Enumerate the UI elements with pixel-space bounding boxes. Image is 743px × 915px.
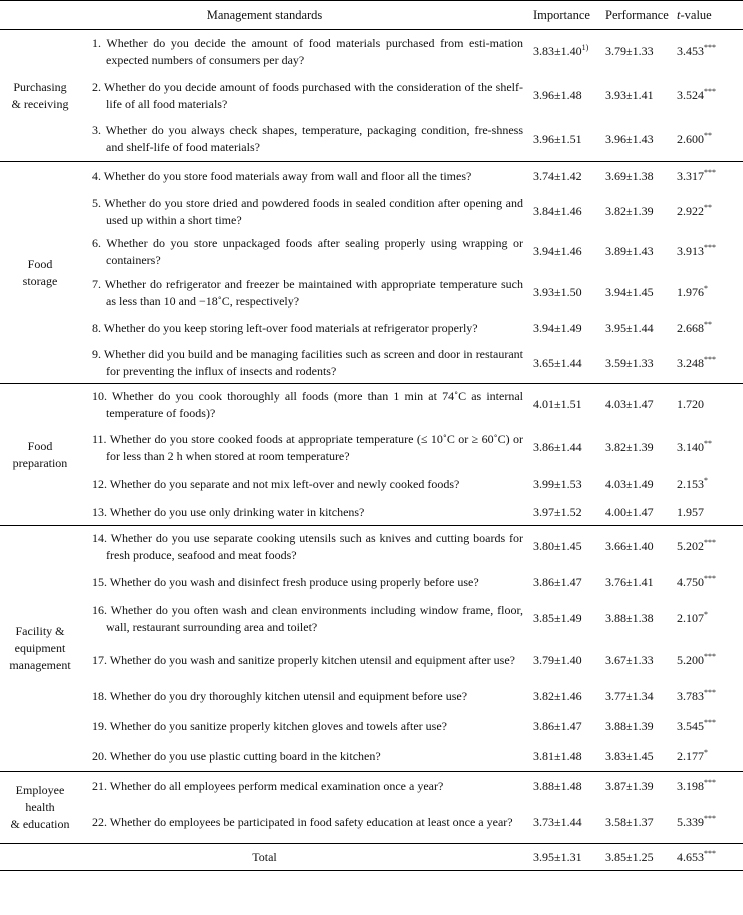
- header-t-value: [673, 1, 743, 30]
- header-performance: Performance: [601, 1, 673, 30]
- question-text: [80, 500, 529, 526]
- importance-value: 3.99±1.53: [533, 477, 582, 491]
- importance-value: 3.80±1.45: [533, 539, 582, 554]
- header-t-value-rest: -value: [680, 7, 712, 22]
- t-value-cell: [673, 682, 743, 712]
- t-value-cell: [673, 742, 743, 772]
- importance-value: 3.84±1.46: [533, 204, 582, 218]
- question-content: 5. Whether do you store dried and powdered foods in sealed condition after opening and used up within a short time?: [92, 195, 523, 227]
- total-t-value: 4.653: [677, 849, 704, 864]
- significance-marker: *: [704, 284, 708, 293]
- t-value-cell: [673, 314, 743, 344]
- question-text: [80, 192, 529, 232]
- performance-value: 3.94±1.45: [605, 285, 654, 299]
- question-content: 8. Whether do you keep storing left-over food materials at refrigerator properly?: [92, 321, 478, 335]
- question-text: [80, 232, 529, 272]
- question-text: [80, 526, 529, 568]
- question-content: 9. Whether did you build and be managing facilities such as screen and door in restaurant for preventing the influx of insects and rodents?: [92, 347, 523, 379]
- question-text: [80, 272, 529, 314]
- question-text: [80, 162, 529, 192]
- table-row: [0, 712, 743, 742]
- significance-marker: ***: [704, 778, 716, 788]
- total-t-value-cell: [673, 844, 743, 871]
- t-value-cell: [673, 526, 743, 568]
- question-content: 19. Whether do you sanitize properly kitchen gloves and towels after use?: [92, 719, 448, 733]
- table-row: [0, 742, 743, 772]
- performance-value: 3.95±1.44: [605, 321, 654, 335]
- t-value: 2.107: [677, 611, 704, 625]
- header-t-value-t: t: [677, 7, 681, 22]
- significance-marker: ***: [704, 652, 716, 661]
- table-row: [0, 772, 743, 802]
- t-value-cell: [673, 30, 743, 74]
- importance-value: 3.79±1.40: [533, 653, 582, 667]
- t-value-cell: [673, 74, 743, 118]
- significance-marker: **: [704, 203, 712, 212]
- question-content: 21. Whether do all employees perform medical examination once a year?: [92, 779, 444, 794]
- performance-value: 3.93±1.41: [605, 88, 654, 102]
- table-row: [0, 568, 743, 598]
- importance-cell: [529, 640, 601, 682]
- performance-value: 4.00±1.47: [605, 504, 654, 519]
- question-text: [80, 640, 529, 682]
- question-text: [80, 30, 529, 74]
- question-content: 4. Whether do you store food materials away from wall and floor all the times?: [92, 169, 472, 184]
- t-value-cell: [673, 802, 743, 844]
- importance-value: 3.86±1.47: [533, 575, 582, 589]
- t-value: 4.750: [677, 575, 704, 589]
- performance-value: 4.03±1.47: [601, 384, 673, 426]
- significance-marker: **: [704, 320, 712, 329]
- total-row: [0, 844, 743, 871]
- question-content: 2. Whether do you decide amount of foods purchased with the consideration of the shelf-life of all food materials?: [92, 79, 523, 111]
- performance-value: 3.76±1.41: [605, 575, 654, 589]
- significance-marker: ***: [704, 243, 716, 252]
- question-text: [80, 314, 529, 344]
- importance-cell: [529, 598, 601, 640]
- importance-value: 3.94±1.49: [533, 321, 582, 335]
- importance-cell: [529, 802, 601, 844]
- table-row: [0, 74, 743, 118]
- importance-cell: [529, 232, 601, 272]
- performance-value: 3.77±1.34: [605, 689, 654, 703]
- t-value-cell: [673, 344, 743, 384]
- importance-cell: [529, 742, 601, 772]
- question-content: 14. Whether do you use separate cooking utensils such as knives and cutting boards for fresh produce, seafood and meat foods?: [92, 530, 523, 562]
- category-label: [0, 30, 80, 162]
- category-line: & receiving: [11, 96, 69, 111]
- importance-cell: [529, 118, 601, 162]
- category-line: Facility &: [15, 624, 65, 638]
- category-line: & education: [10, 817, 70, 831]
- t-value-cell: [673, 772, 743, 802]
- category-line: preparation: [12, 455, 68, 470]
- significance-marker: ***: [704, 813, 716, 823]
- question-text: [80, 344, 529, 384]
- performance-value: 3.82±1.39: [605, 204, 654, 218]
- question-text: [80, 384, 529, 426]
- t-value-cell: [673, 426, 743, 470]
- table-row: [0, 30, 743, 74]
- category-line: storage: [22, 273, 58, 288]
- significance-marker: ***: [704, 718, 716, 727]
- significance-marker: ***: [704, 354, 716, 364]
- t-value: 1.957: [677, 504, 704, 519]
- t-value: 3.913: [677, 244, 704, 258]
- t-value: 2.177: [677, 748, 704, 763]
- t-value-cell: [673, 470, 743, 500]
- question-text: [80, 682, 529, 712]
- category-label: [0, 162, 80, 384]
- question-text: [80, 74, 529, 118]
- category-line: Purchasing: [13, 79, 67, 94]
- question-content: 3. Whether do you always check shapes, temperature, packaging condition, fre-shness and shelf-life of food materials?: [92, 123, 523, 155]
- importance-cell: [529, 384, 601, 426]
- table-row: [0, 162, 743, 192]
- t-value: 3.783: [677, 689, 704, 703]
- t-value-cell: [673, 500, 743, 526]
- significance-marker: **: [704, 130, 712, 140]
- question-text: [80, 568, 529, 598]
- importance-value: 4.01±1.51: [533, 397, 582, 412]
- t-value-cell: [673, 568, 743, 598]
- t-value-cell: [673, 384, 743, 426]
- question-text: [80, 802, 529, 844]
- category-line: Food: [27, 256, 53, 271]
- performance-value: 3.87±1.39: [601, 772, 673, 802]
- performance-value: 3.58±1.37: [605, 814, 654, 829]
- importance-cell: [529, 30, 601, 74]
- significance-marker: ***: [704, 574, 716, 583]
- importance-value: 3.96±1.48: [533, 88, 582, 102]
- question-text: [80, 426, 529, 470]
- header-row: [0, 1, 743, 30]
- t-value: 1.720: [677, 397, 704, 412]
- importance-cell: [529, 526, 601, 568]
- question-content: 6. Whether do you store unpackaged foods after sealing properly using wrapping or containers?: [92, 235, 523, 267]
- total-importance: 3.95±1.31: [529, 844, 601, 871]
- importance-value: 3.85±1.49: [533, 611, 582, 625]
- importance-cell: [529, 314, 601, 344]
- performance-value: 3.88±1.38: [605, 611, 654, 625]
- importance-value: 3.74±1.42: [533, 169, 582, 184]
- performance-value: 3.88±1.39: [605, 719, 654, 733]
- question-content: 1. Whether do you decide the amount of food materials purchased from esti-mation expected numbers of consumers per day?: [92, 35, 523, 67]
- question-text: [80, 772, 529, 802]
- table-row: [0, 118, 743, 162]
- importance-cell: [529, 682, 601, 712]
- category-line: Food: [27, 438, 53, 453]
- importance-cell: [529, 192, 601, 232]
- question-content: 18. Whether do you dry thoroughly kitchen utensil and equipment before use?: [92, 689, 468, 703]
- question-text: [80, 118, 529, 162]
- importance-cell: [529, 772, 601, 802]
- question-content: 12. Whether do you separate and not mix left-over and newly cooked foods?: [92, 477, 460, 491]
- t-value: 5.202: [677, 539, 704, 554]
- table-row: [0, 426, 743, 470]
- table-row: [0, 344, 743, 384]
- importance-value: 3.86±1.47: [533, 719, 582, 733]
- t-value: 3.545: [677, 719, 704, 733]
- importance-value: 3.86±1.44: [533, 440, 582, 454]
- importance-value: 3.93±1.50: [533, 285, 582, 299]
- performance-value: 3.67±1.33: [605, 653, 654, 667]
- importance-value: 3.83±1.40: [533, 44, 582, 59]
- question-text: [80, 598, 529, 640]
- t-value-cell: [673, 598, 743, 640]
- t-value-cell: [673, 272, 743, 314]
- performance-value: 3.79±1.33: [601, 30, 673, 74]
- importance-cell: [529, 500, 601, 526]
- table-row: [0, 640, 743, 682]
- question-content: 13. Whether do you use only drinking water in kitchens?: [92, 504, 365, 519]
- significance-marker: ***: [704, 848, 716, 858]
- question-content: 22. Whether do employees be participated in food safety education at least once a year?: [92, 814, 513, 829]
- t-value: 3.140: [677, 440, 704, 454]
- t-value: 3.453: [677, 44, 704, 59]
- performance-value: 4.03±1.49: [605, 477, 654, 491]
- question-content: 16. Whether do you often wash and clean environments including window frame, floor, wall, restaurant surrounding area and toilet?: [92, 602, 523, 634]
- t-value: 2.600: [677, 131, 704, 146]
- category-line: health: [25, 800, 55, 814]
- header-importance: Importance: [529, 1, 601, 30]
- t-value: 2.153: [677, 477, 704, 491]
- significance-marker: *: [704, 476, 708, 485]
- significance-marker: ***: [704, 168, 716, 178]
- t-value: 5.339: [677, 814, 704, 829]
- importance-value: 3.96±1.51: [533, 131, 582, 146]
- significance-marker: ***: [704, 87, 716, 96]
- importance-value: 3.73±1.44: [533, 814, 582, 829]
- importance-value: 3.65±1.44: [533, 355, 582, 370]
- t-value: 3.317: [677, 169, 704, 184]
- table-row: [0, 470, 743, 500]
- importance-cell: [529, 74, 601, 118]
- significance-marker: ***: [704, 688, 716, 697]
- category-label: [0, 772, 80, 844]
- category-label: [0, 526, 80, 772]
- category-label: [0, 384, 80, 526]
- importance-value: 3.81±1.48: [533, 748, 582, 763]
- t-value: 2.922: [677, 204, 704, 218]
- header-standards: Management standards: [0, 1, 529, 30]
- table-row: [0, 272, 743, 314]
- performance-value: 3.96±1.43: [605, 131, 654, 146]
- table-row: [0, 384, 743, 426]
- table-row: [0, 682, 743, 712]
- performance-value: 3.69±1.38: [601, 162, 673, 192]
- t-value-cell: [673, 712, 743, 742]
- t-value: 3.524: [677, 88, 704, 102]
- category-line: management: [9, 658, 71, 672]
- question-content: 11. Whether do you store cooked foods at appropriate temperature (≤ 10˚C or ≥ 60˚C) or for less than 2 h when stored at room temperature?: [92, 431, 523, 463]
- performance-value: 3.83±1.45: [605, 748, 654, 763]
- t-value: 3.248: [677, 355, 704, 370]
- importance-cell: [529, 272, 601, 314]
- t-value-cell: [673, 162, 743, 192]
- table-row: [0, 500, 743, 526]
- table-row: [0, 802, 743, 844]
- t-value-cell: [673, 192, 743, 232]
- importance-cell: [529, 344, 601, 384]
- table-row: [0, 526, 743, 568]
- importance-value: 3.97±1.52: [533, 504, 582, 519]
- importance-cell: [529, 568, 601, 598]
- importance-cell: [529, 162, 601, 192]
- importance-value: 3.88±1.48: [533, 779, 582, 794]
- question-content: 10. Whether do you cook thoroughly all foods (more than 1 min at 74˚C as internal temperature of foods)?: [92, 388, 523, 420]
- significance-marker: **: [704, 439, 712, 448]
- question-text: [80, 742, 529, 772]
- table-row: [0, 598, 743, 640]
- question-text: [80, 470, 529, 500]
- question-content: 20. Whether do you use plastic cutting board in the kitchen?: [92, 748, 381, 763]
- performance-value: 3.82±1.39: [605, 440, 654, 454]
- significance-marker: *: [704, 610, 708, 619]
- t-value: 1.976: [677, 285, 704, 299]
- table-row: [0, 192, 743, 232]
- category-line: Employee: [15, 783, 65, 797]
- t-value: 5.200: [677, 653, 704, 667]
- t-value-cell: [673, 118, 743, 162]
- importance-cell: [529, 470, 601, 500]
- performance-value: 3.59±1.33: [605, 355, 654, 370]
- significance-marker: ***: [704, 538, 716, 548]
- total-performance: 3.85±1.25: [601, 844, 673, 871]
- t-value-cell: [673, 640, 743, 682]
- footnote-marker: 1): [581, 43, 589, 53]
- table-row: [0, 232, 743, 272]
- category-line: equipment: [14, 641, 66, 655]
- question-content: 7. Whether do refrigerator and freezer be maintained with appropriate temperature such as less than 10 and −18˚C, respectively?: [92, 276, 523, 308]
- question-content: 17. Whether do you wash and sanitize properly kitchen utensil and equipment after use?: [92, 653, 515, 667]
- t-value-cell: [673, 232, 743, 272]
- t-value: 2.668: [677, 321, 704, 335]
- importance-value: 3.82±1.46: [533, 689, 582, 703]
- t-value: 3.198: [677, 779, 704, 794]
- significance-marker: *: [704, 747, 708, 757]
- significance-marker: ***: [704, 43, 716, 53]
- total-label: Total: [0, 844, 529, 871]
- performance-value: 3.89±1.43: [605, 244, 654, 258]
- importance-cell: [529, 712, 601, 742]
- question-content: 15. Whether do you wash and disinfect fresh produce using properly before use?: [92, 575, 479, 589]
- performance-value: 3.66±1.40: [601, 526, 673, 568]
- importance-cell: [529, 426, 601, 470]
- importance-value: 3.94±1.46: [533, 244, 582, 258]
- table-row: [0, 314, 743, 344]
- question-text: [80, 712, 529, 742]
